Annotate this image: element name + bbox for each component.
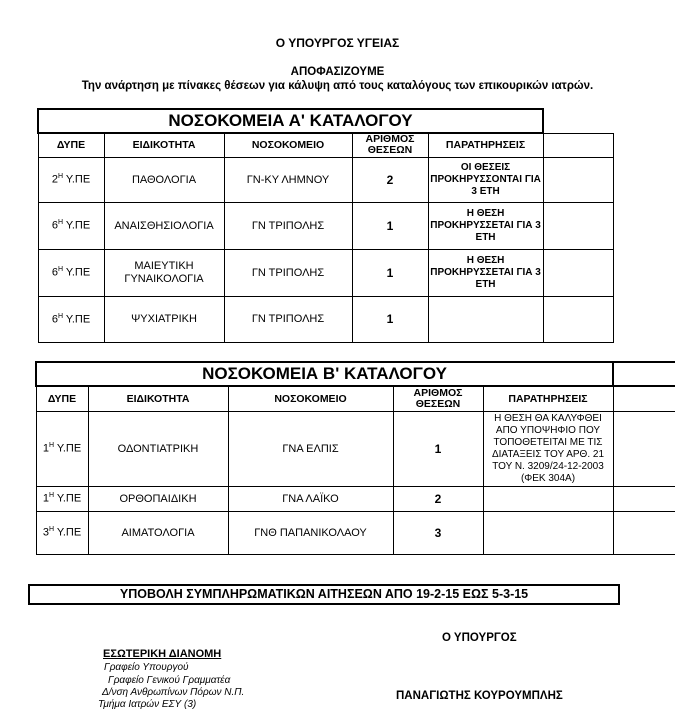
specialty-cell: ΟΔΟΝΤΙΑΤΡΙΚΗ: [88, 411, 228, 486]
col-header-hospital: ΝΟΣΟΚΟΜΕΙΟ: [224, 133, 352, 157]
distribution-item: Γραφείο Γενικού Γραμματέα: [108, 675, 231, 686]
table-a: [37, 108, 614, 343]
signature-role: Ο ΥΠΟΥΡΓΟΣ: [442, 632, 517, 644]
hospital-cell: ΓΝΘ ΠΑΠΑΝΙΚΟΛΑΟΥ: [228, 511, 393, 554]
remarks-cell: [428, 296, 543, 342]
table-row: [38, 249, 613, 296]
specialty-cell: ΑΝΑΙΣΘΗΣΙΟΛΟΓΙΑ: [104, 202, 224, 249]
col-header-positions: ΑΡΙΘΜΟΣ ΘΕΣΕΩΝ: [352, 133, 428, 157]
col-header-remarks: ΠΑΡΑΤΗΡΗΣΕΙΣ: [483, 386, 613, 411]
table-row: [38, 296, 613, 342]
positions-cell: 1: [352, 249, 428, 296]
remarks-cell: Η ΘΕΣΗ ΠΡΟΚΗΡΥΣΣΕΤΑΙ ΓΙΑ 3 ΕΤΗ: [428, 249, 543, 296]
hospital-cell: ΓΝ ΤΡΙΠΟΛΗΣ: [224, 249, 352, 296]
submission-banner: ΥΠΟΒΟΛΗ ΣΥΜΠΛΗΡΩΜΑΤΙΚΩΝ ΑΙΤΗΣΕΩΝ ΑΠΟ 19-2-15 ΕΩΣ 5-3-15: [28, 584, 620, 605]
decision-heading: ΑΠΟΦΑΣΙΖΟΥΜΕ: [290, 66, 385, 78]
table-row: [38, 157, 613, 202]
positions-cell: 2: [393, 486, 483, 511]
hospital-cell: ΓΝ ΤΡΙΠΟΛΗΣ: [224, 202, 352, 249]
col-header-dype: ΔΥΠΕ: [38, 133, 104, 157]
col-header-hospital: ΝΟΣΟΚΟΜΕΙΟ: [228, 386, 393, 411]
dype-cell: $6^H$ Υ.ΠΕ: [38, 202, 104, 249]
remarks-cell: [483, 486, 613, 511]
remarks-cell: [483, 511, 613, 554]
table-b-header-row: [36, 386, 675, 411]
remarks-cell: Η ΘΕΣΗ ΠΡΟΚΗΡΥΣΣΕΤΑΙ ΓΙΑ 3 ΕΤΗ: [428, 202, 543, 249]
table-a-header-row: [38, 133, 613, 157]
table-row: [38, 202, 613, 249]
dype-cell: $6^H$ Υ.ΠΕ: [38, 249, 104, 296]
table-b-title: ΝΟΣΟΚΟΜΕΙΑ Β' ΚΑΤΑΛΟΓΟΥ: [36, 362, 613, 386]
col-header-specialty: ΕΙΔΙΚΟΤΗΤΑ: [104, 133, 224, 157]
distribution-title: ΕΣΩΤΕΡΙΚΗ ΔΙΑΝΟΜΗ: [103, 648, 222, 660]
distribution-item: Γραφείο Υπουργού: [104, 662, 189, 673]
positions-cell: 1: [352, 202, 428, 249]
positions-cell: 1: [352, 296, 428, 342]
table-row: [36, 411, 675, 486]
col-header-remarks: ΠΑΡΑΤΗΡΗΣΕΙΣ: [428, 133, 543, 157]
specialty-cell: ΠΑΘΟΛΟΓΙΑ: [104, 157, 224, 202]
hospital-cell: ΓΝΑ ΛΑΪΚΟ: [228, 486, 393, 511]
hospital-cell: ΓΝ ΤΡΙΠΟΛΗΣ: [224, 296, 352, 342]
col-header-dype: ΔΥΠΕ: [36, 386, 88, 411]
distribution-item: Δ/νση Ανθρωπίνων Πόρων Ν.Π.: [102, 687, 245, 698]
dype-cell: $6^H$ Υ.ΠΕ: [38, 296, 104, 342]
dype-cell: $3^H$ Υ.ΠΕ: [36, 511, 88, 554]
specialty-cell: ΜΑΙΕΥΤΙΚΗ ΓΥΝΑΙΚΟΛΟΓΙΑ: [104, 249, 224, 296]
col-header-positions: ΑΡΙΘΜΟΣ ΘΕΣΕΩΝ: [393, 386, 483, 411]
specialty-cell: ΑΙΜΑΤΟΛΟΓΙΑ: [88, 511, 228, 554]
hospital-cell: ΓΝΑ ΕΛΠΙΣ: [228, 411, 393, 486]
remarks-cell: ΟΙ ΘΕΣΕΙΣ ΠΡΟΚΗΡΥΣΣΟΝΤΑΙ ΓΙΑ 3 ΕΤΗ: [428, 157, 543, 202]
table-row: [36, 511, 675, 554]
intro-text: Την ανάρτηση με πίνακες θέσεων για κάλυψη από τους καταλόγους των επικουρικών ιατρών.: [81, 80, 594, 92]
table-a-title: ΝΟΣΟΚΟΜΕΙΑ Α' ΚΑΤΑΛΟΓΟΥ: [38, 109, 543, 133]
positions-cell: 2: [352, 157, 428, 202]
dype-cell: $1^H$ Υ.ΠΕ: [36, 486, 88, 511]
specialty-cell: ΟΡΘΟΠΑΙΔΙΚΗ: [88, 486, 228, 511]
dype-cell: $2^H$ Υ.ΠΕ: [38, 157, 104, 202]
col-header-specialty: ΕΙΔΙΚΟΤΗΤΑ: [88, 386, 228, 411]
table-b: [35, 361, 675, 555]
positions-cell: 1: [393, 411, 483, 486]
minister-heading: Ο ΥΠΟΥΡΓΟΣ ΥΓΕΙΑΣ: [275, 36, 400, 50]
hospital-cell: ΓΝ-ΚΥ ΛΗΜΝΟΥ: [224, 157, 352, 202]
dype-cell: $1^H$ Υ.ΠΕ: [36, 411, 88, 486]
positions-cell: 3: [393, 511, 483, 554]
table-row: [36, 486, 675, 511]
signature-name: ΠΑΝΑΓΙΩΤΗΣ ΚΟΥΡΟΥΜΠΛΗΣ: [396, 690, 563, 702]
remarks-cell: Η ΘΕΣΗ ΘΑ ΚΑΛΥΦΘΕΙ ΑΠΟ ΥΠΟΨΗΦΙΟ ΠΟΥ ΤΟΠΟΘΕΤΕΙΤΑΙ ΜΕ ΤΙΣ ΔΙΑΤΑΞΕΙΣ ΤΟΥ ΑΡΘ. 21 ΤΟΥ Ν. 3209/24-12-2003 (ΦΕΚ 304Α): [483, 411, 613, 486]
specialty-cell: ΨΥΧΙΑΤΡΙΚΗ: [104, 296, 224, 342]
distribution-item: Τμήμα Ιατρών ΕΣΥ (3): [98, 699, 197, 710]
